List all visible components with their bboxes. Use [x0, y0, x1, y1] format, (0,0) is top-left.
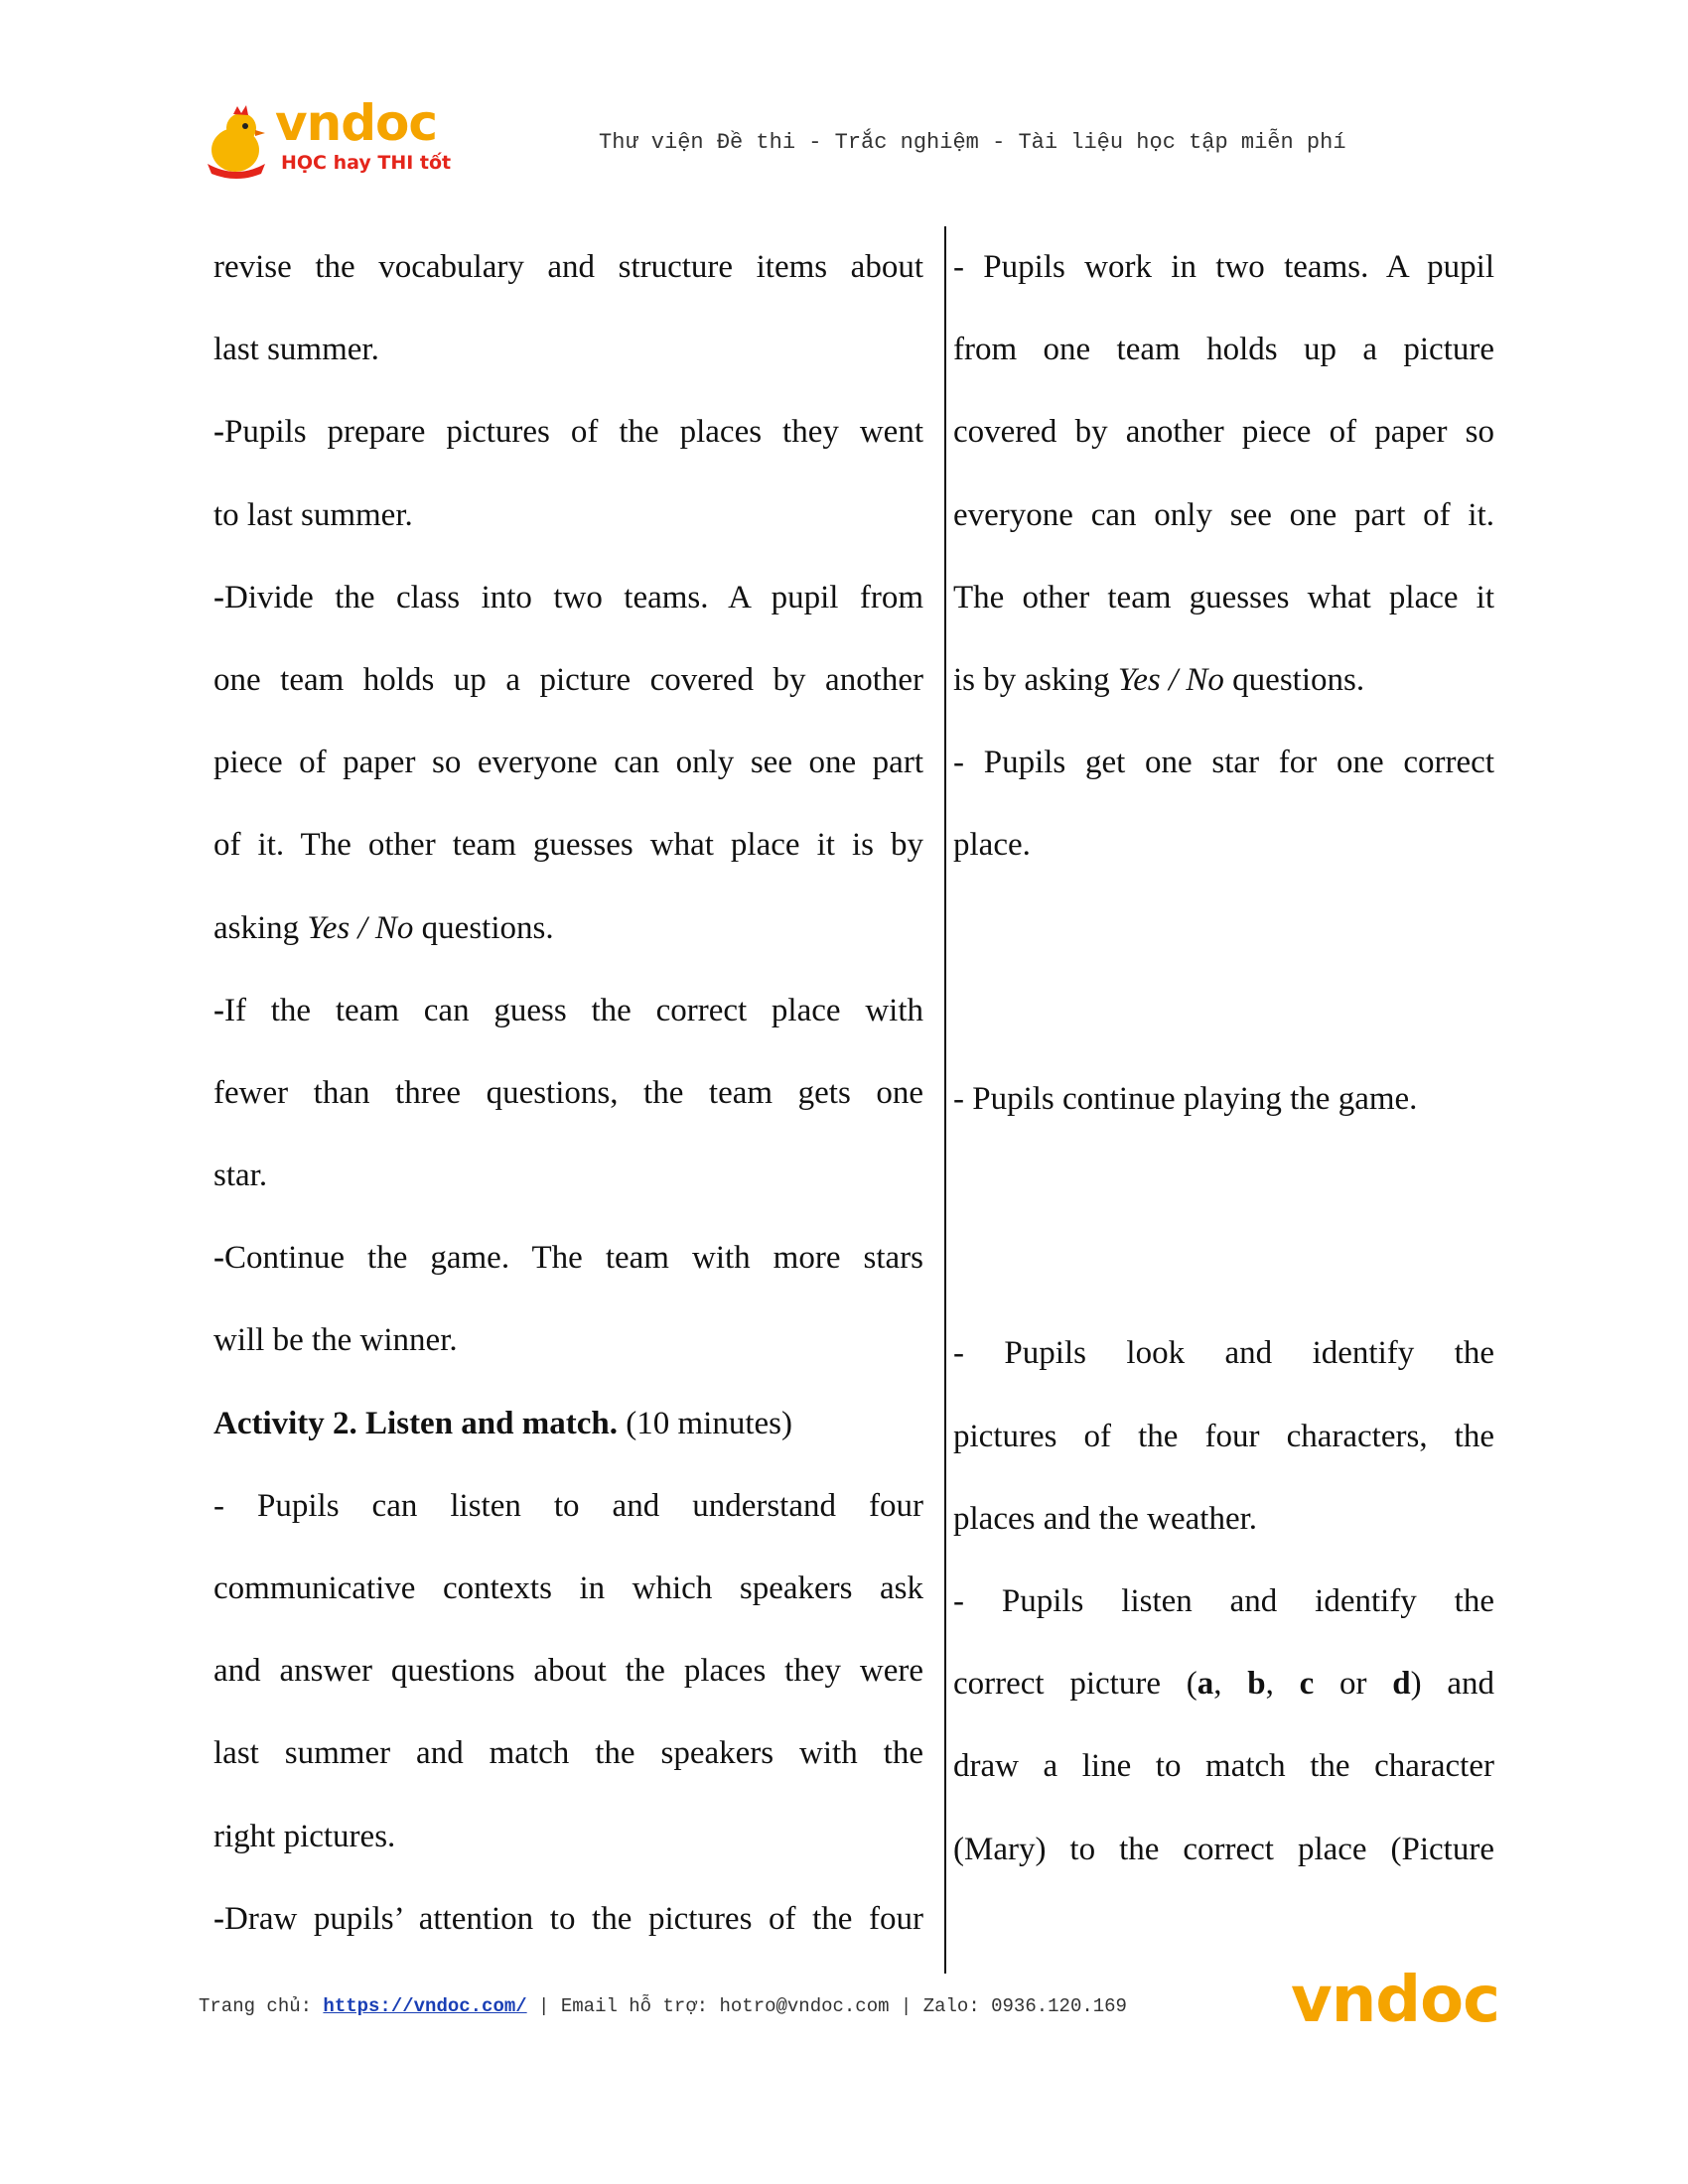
text-line: to last summer.	[213, 496, 413, 533]
spacer	[953, 1217, 1494, 1299]
text-span: ,	[1265, 1666, 1300, 1703]
text-line	[953, 1643, 1494, 1712]
text-span: Continue the game. The team with more stars	[224, 1240, 923, 1277]
text-line: place.	[953, 827, 1031, 864]
text-span: ,	[1213, 1666, 1248, 1703]
chick-mascot-icon	[202, 104, 271, 180]
text-line	[213, 1217, 923, 1299]
bullet-dash: -	[213, 1240, 224, 1277]
spacer	[953, 1135, 1494, 1217]
activity-title: Activity 2. Listen and match.	[213, 1405, 618, 1441]
text-line: last summer.	[213, 332, 379, 368]
bullet-dash: -	[213, 1900, 224, 1937]
footer-logo[interactable]: vndoc	[1291, 1964, 1499, 2037]
bullet-dash: -	[213, 414, 224, 451]
page-footer	[199, 1995, 1127, 2017]
text-line: and answer questions about the places they were	[213, 1653, 923, 1690]
header-tagline: Thư viện Đề thi - Trắc nghiệm - Tài liệu học tập miễn phí	[599, 130, 1346, 155]
text-span: ) and	[1410, 1666, 1494, 1703]
text-line	[213, 887, 923, 970]
text-line: - Pupils get one star for one correct	[953, 745, 1494, 781]
activity-time: (10 minutes)	[618, 1405, 792, 1441]
text-line: pictures of the four characters, the	[953, 1418, 1494, 1454]
text-line: (Mary) to the correct place (Picture	[953, 1831, 1494, 1867]
text-line: star.	[213, 1158, 268, 1194]
vndoc-logo[interactable]	[194, 94, 452, 184]
text-line: from one team holds up a picture	[953, 332, 1494, 368]
text-span: is by asking	[953, 661, 1118, 698]
text-line	[213, 391, 923, 474]
text-span: Draw pupils’ attention to the pictures of the four	[224, 1900, 923, 1937]
bullet-dash: -	[213, 992, 224, 1028]
text-line	[953, 639, 1494, 722]
text-span: Pupils prepare pictures of the places they went	[224, 414, 923, 451]
footer-home-label: Trang chủ:	[199, 1995, 324, 2017]
text-line: draw a line to match the character	[953, 1748, 1494, 1785]
footer-contact: | Email hỗ trợ: hotro@vndoc.com | Zalo: 0936.120.169	[526, 1995, 1127, 2017]
activity-heading	[213, 1383, 923, 1465]
text-line: - Pupils look and identify the	[953, 1335, 1494, 1372]
text-line: right pictures.	[213, 1818, 396, 1854]
text-span: Divide the class into two teams. A pupil from	[224, 579, 923, 615]
text-line: fewer than three questions, the team gets one	[213, 1074, 923, 1111]
text-line: places and the weather.	[953, 1500, 1258, 1537]
text-line: - Pupils work in two teams. A pupil	[953, 249, 1494, 285]
text-line: communicative contexts in which speakers ask	[213, 1570, 923, 1606]
pupil-activities-column	[953, 226, 1494, 1878]
spacer	[953, 887, 1494, 970]
text-span: or	[1314, 1666, 1393, 1703]
column-divider	[944, 226, 946, 1974]
bullet-dash: -	[213, 579, 224, 615]
text-line	[213, 970, 923, 1052]
text-line: last summer and match the speakers with the	[213, 1735, 923, 1772]
spacer	[953, 970, 1494, 1052]
text-line: of it. The other team guesses what place it is by	[213, 827, 923, 864]
text-line: - Pupils can listen to and understand four	[213, 1487, 923, 1524]
option-a: a	[1196, 1666, 1214, 1703]
page-header	[194, 94, 1494, 184]
text-line: covered by another piece of paper so	[953, 414, 1494, 451]
text-line: revise the vocabulary and structure items about	[213, 249, 923, 285]
italic-text: Yes / No	[1117, 661, 1224, 698]
logo-tagline: HỌC hay THI tốt	[281, 152, 452, 174]
italic-text: Yes / No	[307, 909, 414, 946]
text-line: everyone can only see one part of it.	[953, 496, 1494, 533]
text-line: The other team guesses what place it	[953, 579, 1494, 615]
option-d: d	[1392, 1666, 1411, 1703]
option-b: b	[1247, 1666, 1266, 1703]
text-span: questions.	[413, 909, 554, 946]
text-span: If the team can guess the correct place with	[224, 992, 923, 1028]
homepage-link[interactable]: https://vndoc.com/	[323, 1995, 527, 2017]
text-line	[213, 557, 923, 639]
text-line: - Pupils listen and identify the	[953, 1583, 1494, 1619]
text-line: - Pupils continue playing the game.	[953, 1080, 1418, 1117]
text-line: one team holds up a picture covered by another	[213, 661, 923, 698]
logo-wordmark: vndoc	[275, 94, 437, 152]
text-line: piece of paper so everyone can only see one part	[213, 745, 923, 781]
text-span: questions.	[1223, 661, 1365, 698]
text-line	[213, 1878, 923, 1961]
text-span: correct picture (	[953, 1666, 1197, 1703]
text-line: will be the winner.	[213, 1322, 458, 1359]
teacher-activities-column	[213, 226, 923, 1961]
text-span: asking	[213, 909, 308, 946]
option-c: c	[1299, 1666, 1315, 1703]
